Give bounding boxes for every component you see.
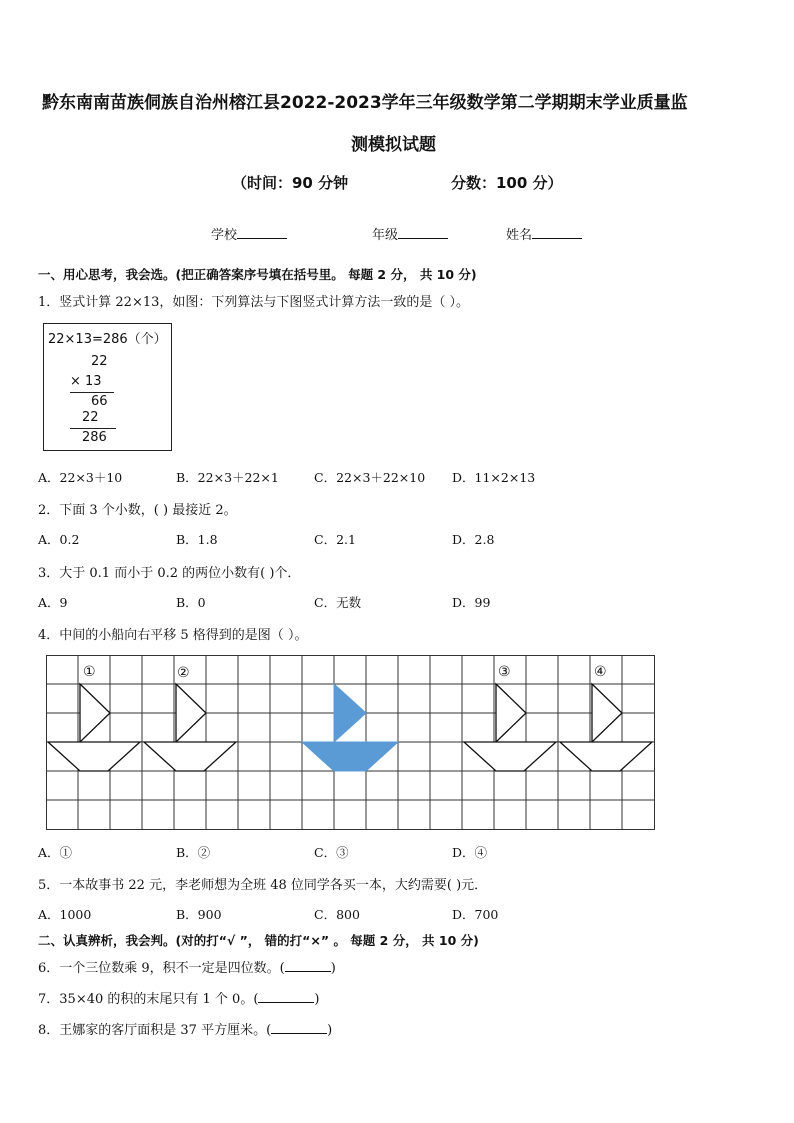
section1-heading: 一、用心思考，我会选。(把正确答案序号填在括号里。 每题 2 分， 共 10 分) [38, 267, 477, 282]
q3-option-a[interactable]: A．9 [38, 595, 68, 610]
q2-option-d[interactable]: D．2.8 [452, 532, 495, 547]
question-2: 2．下面 3 个小数，( ) 最接近 2。 [38, 503, 237, 518]
question-6-text: 6．一个三位数乘 9，积不一定是四位数。( [38, 961, 285, 976]
q1-option-b[interactable]: B．22×3＋22×1 [176, 470, 279, 485]
calc-rule-2 [70, 428, 116, 429]
q3-option-b[interactable]: B．0 [176, 595, 206, 610]
question-6 [38, 957, 336, 976]
question-8-text: 8．王娜家的客厅面积是 37 平方厘米。( [38, 1023, 272, 1038]
calc-equation: 22×13=286（个） [48, 332, 167, 347]
name-label: 姓名 [506, 228, 533, 243]
boat-4 [560, 684, 652, 771]
question-8 [38, 1019, 332, 1038]
calc-partial-1: 66 [91, 394, 108, 409]
figure-label-3: ③ [498, 664, 511, 680]
boat-grid-figure [46, 655, 656, 831]
school-blank[interactable] [237, 226, 287, 239]
q3-option-d[interactable]: D．99 [452, 595, 491, 610]
q8-close-paren: ) [327, 1023, 333, 1038]
figure-label-4: ④ [594, 664, 607, 680]
q4-option-b[interactable]: B．② [176, 845, 211, 860]
q5-option-c[interactable]: C．800 [314, 907, 360, 922]
q5-option-a[interactable]: A．1000 [38, 907, 92, 922]
exam-time: （时间：90 分钟 [232, 174, 349, 192]
question-4: 4．中间的小船向右平移 5 格得到的是图（ ）。 [38, 628, 308, 643]
boat-3 [464, 684, 556, 771]
calc-partial-2: 22 [82, 410, 99, 425]
page-title: 黔东南南苗族侗族自治州榕江县2022-2023学年三年级数学第二学期期末学业质量监 [42, 93, 688, 113]
calc-multiplicand: 22 [91, 354, 108, 369]
school-field[interactable] [211, 224, 287, 243]
question-3: 3．大于 0.1 而小于 0.2 的两位小数有( )个． [38, 566, 301, 581]
grade-field[interactable] [372, 224, 448, 243]
q4-option-a[interactable]: A．① [38, 845, 73, 860]
q3-option-c[interactable]: C．无数 [314, 595, 362, 610]
q1-option-d[interactable]: D．11×2×13 [452, 470, 536, 485]
figure-label-1: ① [83, 664, 96, 680]
q2-option-c[interactable]: C．2.1 [314, 532, 356, 547]
boat-1 [48, 684, 140, 771]
q5-option-b[interactable]: B．900 [176, 907, 222, 922]
page-title-line2: 测模拟试题 [351, 135, 436, 155]
q4-option-d[interactable]: D．④ [452, 845, 488, 860]
q5-option-d[interactable]: D．700 [452, 907, 499, 922]
q1-option-a[interactable]: A．22×3＋10 [38, 470, 123, 485]
exam-score: 分数：100 分） [451, 174, 563, 192]
question-1: 1．竖式计算 22×13，如图：下列算法与下图竖式计算方法一致的是（ ）。 [38, 295, 470, 310]
question-7-text: 7．35×40 的积的末尾只有 1 个 0。( [38, 992, 259, 1007]
q4-option-c[interactable]: C．③ [314, 845, 349, 860]
q6-close-paren: ) [330, 961, 336, 976]
q7-close-paren: ) [314, 992, 320, 1007]
school-label: 学校 [211, 228, 238, 243]
q1-option-c[interactable]: C．22×3＋22×10 [314, 470, 426, 485]
name-field[interactable] [506, 224, 582, 243]
calc-rule-1 [70, 392, 114, 393]
q8-answer-blank[interactable] [271, 1021, 327, 1034]
grade-label: 年级 [372, 228, 399, 243]
question-7 [38, 988, 319, 1007]
q7-answer-blank[interactable] [258, 990, 314, 1003]
vertical-calculation-box [43, 323, 172, 451]
q2-option-b[interactable]: B．1.8 [176, 532, 218, 547]
name-blank[interactable] [532, 226, 582, 239]
calc-result: 286 [82, 430, 107, 445]
grade-blank[interactable] [398, 226, 448, 239]
calc-multiplier: × 13 [70, 374, 102, 389]
boat-2 [144, 684, 236, 771]
question-5: 5．一本故事书 22 元，李老师想为全班 48 位同学各买一本，大约需要( )元． [38, 878, 488, 893]
q2-option-a[interactable]: A．0.2 [38, 532, 80, 547]
q6-answer-blank[interactable] [285, 959, 331, 972]
boat-original-blue [302, 684, 398, 771]
section2-heading: 二、认真辨析，我会判。(对的打“√ ”， 错的打“×” 。 每题 2 分， 共 10 分) [38, 933, 479, 948]
figure-label-2: ② [177, 665, 190, 681]
